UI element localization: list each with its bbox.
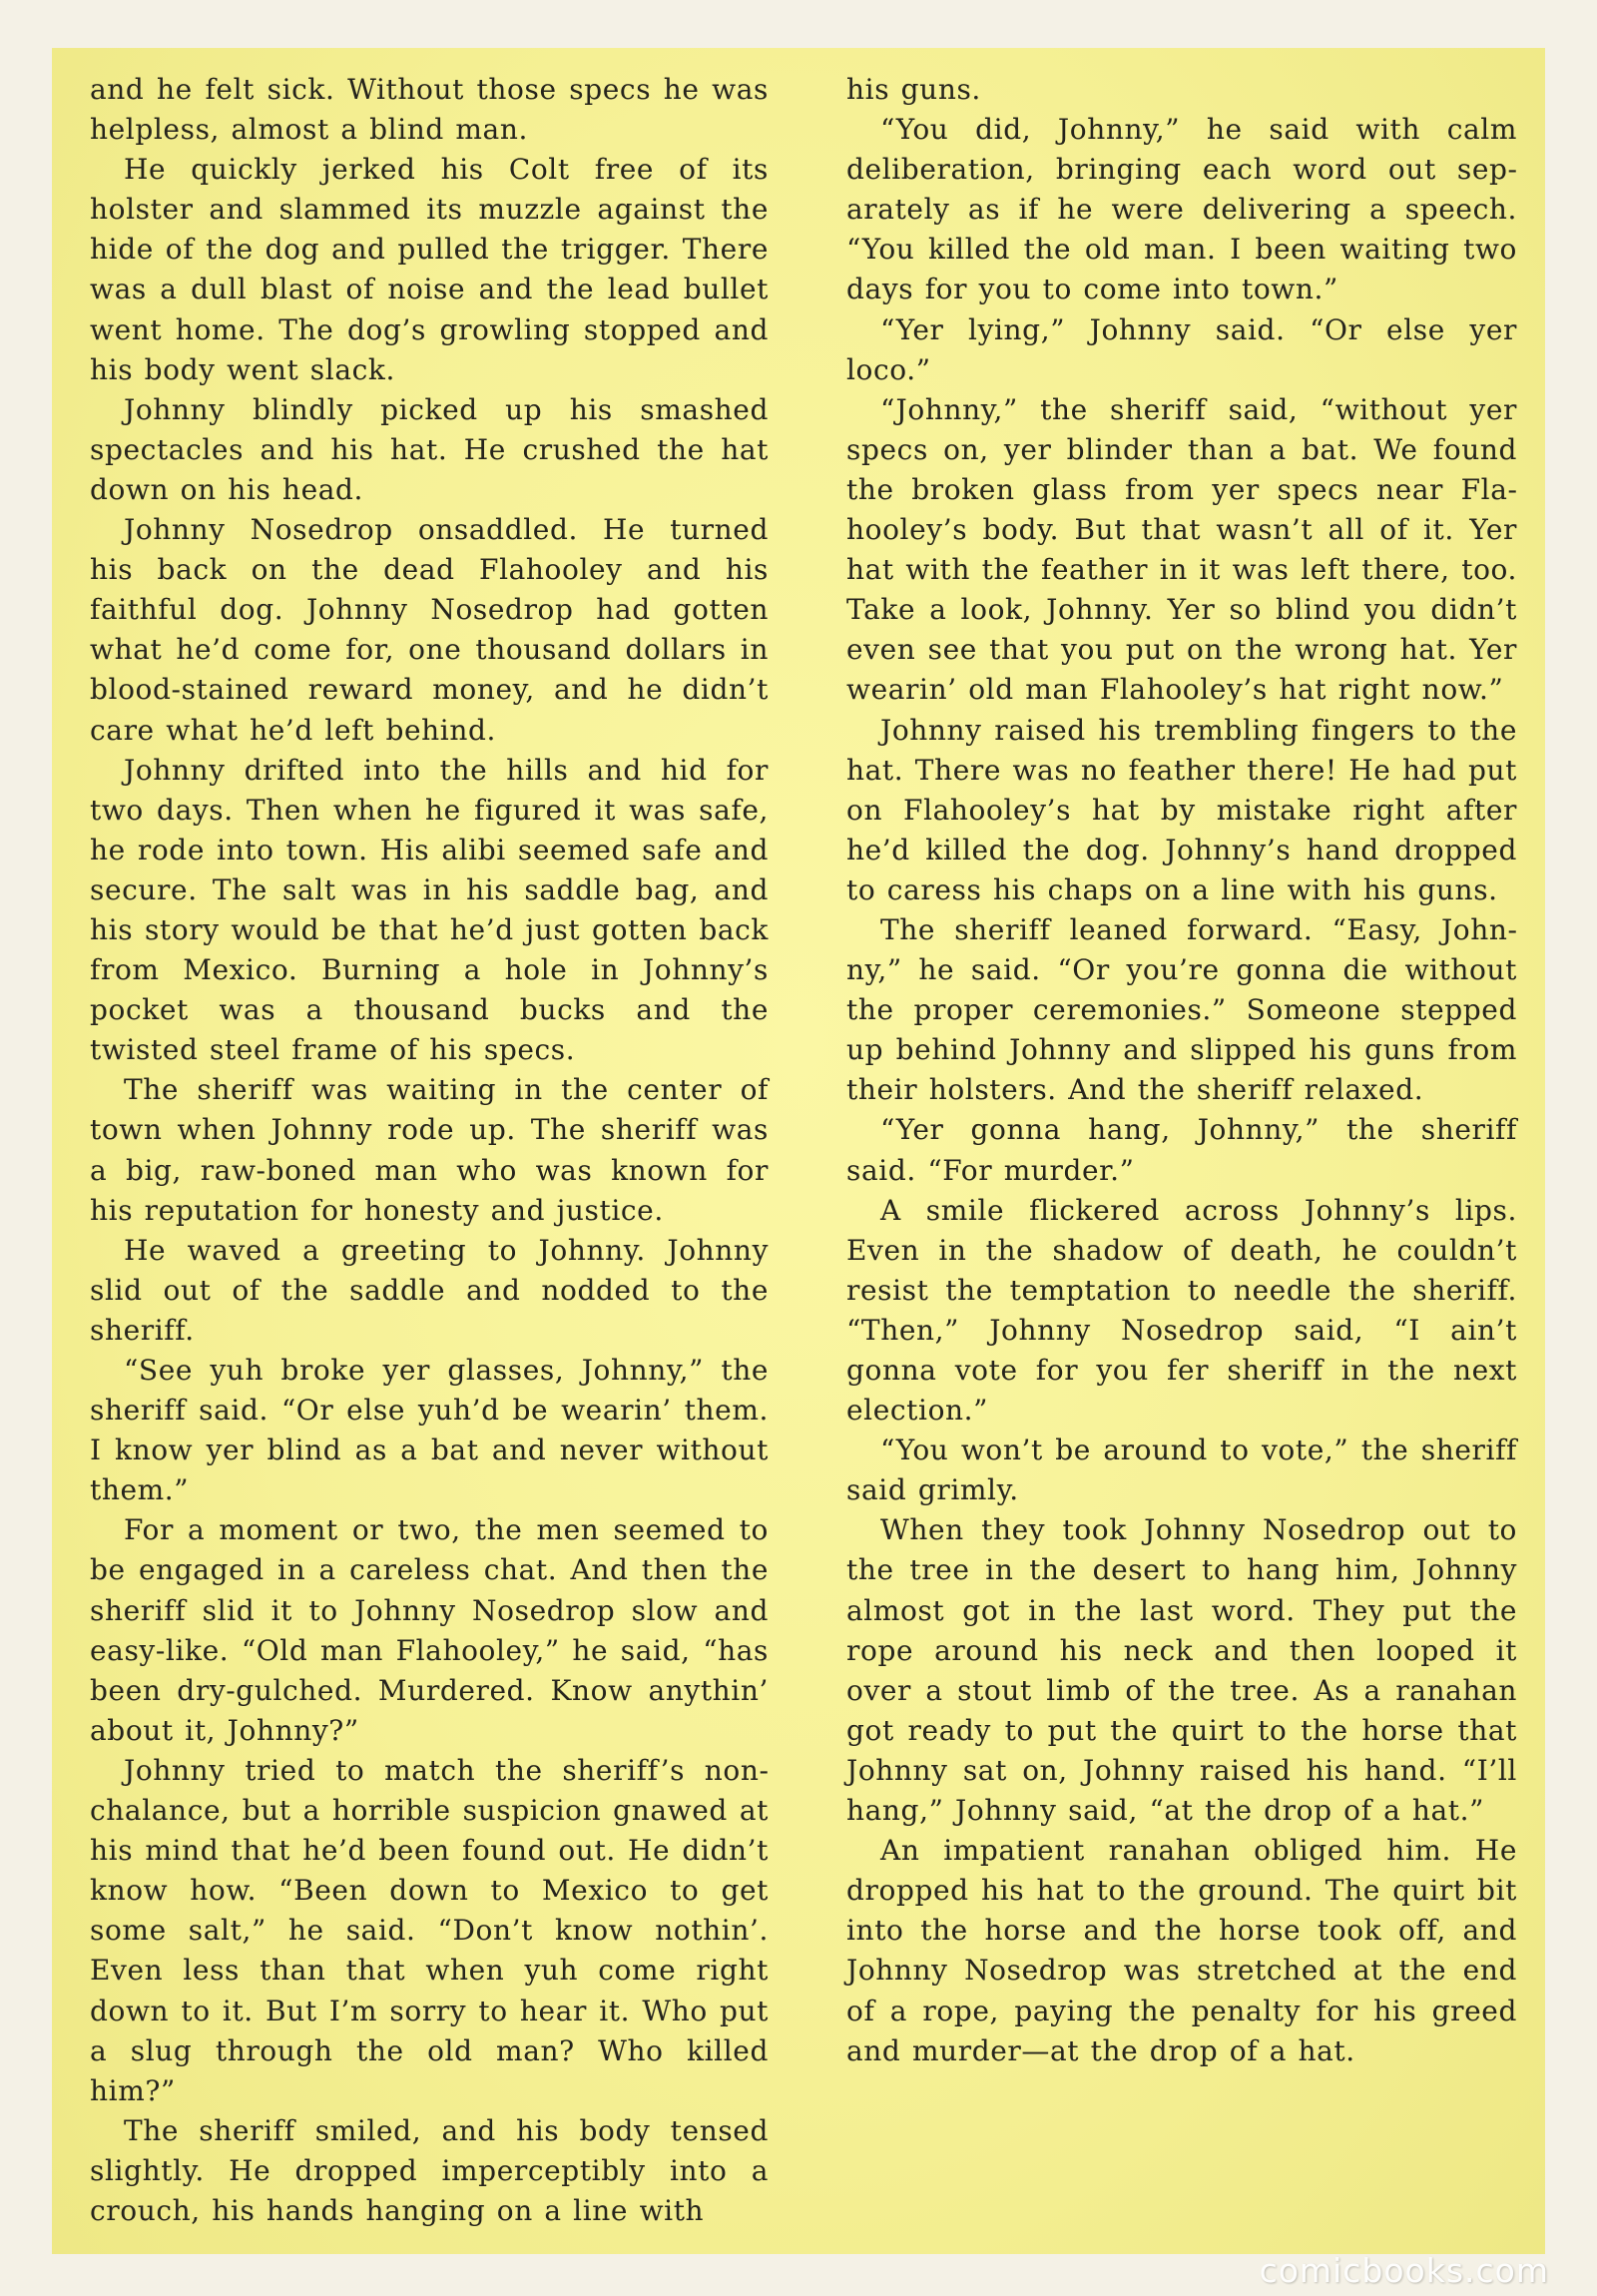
paragraph: The sheriff was waiting in the center of town when Johnny rode up. The sheriff was a big, raw-boned man who was known for his reputation for honesty and justice. (90, 1073, 769, 1227)
paragraph: “Johnny,” the sheriff said, “without yer specs on, yer blinder than a bat. We found the broken glass from yer specs near Flahooley’s body. But that wasn’t all of it. Yer hat with the feather in it was left there, too. Take a look, Johnny. Yer so blind you didn’t even see that you put on the wrong hat. Yer wearin’ old man Flahooley’s hat right now.” (846, 392, 1517, 707)
paragraph: A smile flickered across Johnny’s lips. Even in the shadow of death, he couldn’t resist the temptation to needle the sheriff. “Then,” Johnny Nosedrop said, “I ain’t gonna vote for you fer sheriff in the next election.” (846, 1193, 1517, 1428)
paragraph: “See yuh broke yer glasses, Johnny,” the sheriff said. “Or else yuh’d be wearin’ them. I know yer blind as a bat and never without them.” (90, 1354, 769, 1507)
paragraph: Johnny Nosedrop onsaddled. He turned his back on the dead Flahooley and his faithful dog. Johnny Nosedrop had gotten what he’d come for, one thousand dollars in blood-stained reward money, and he didn’t care what he’d left behind. (90, 513, 769, 747)
paragraph: Johnny tried to match the sheriff’s nonchalance, but a horrible suspicion gnawed at his mind that he’d been found out. He didn’t know how. “Been down to Mexico to get some salt,” he said. “Don’t know nothin’. Even less than that when yuh come right down to it. But I’m sorry to hear it. Who put a slug through the old man? Who killed him?” (90, 1753, 769, 2107)
paragraph: Johnny drifted into the hills and hid for two days. Then when he figured it was safe, he rode into town. His alibi seemed safe and secure. The salt was in his saddle bag, and his story would be that he’d just gotten back from Mexico. Burning a hole in Johnny’s pocket was a thousand bucks and the twisted steel frame of his specs. (90, 753, 769, 1067)
right-column (846, 70, 1517, 2071)
watermark: comicbooks.com (1259, 2251, 1549, 2290)
paragraph: his guns. (846, 73, 981, 106)
paragraph: He quickly jerked his Colt free of its holster and slammed its muzzle against the hide of the dog and pulled the trigger. There was a dull blast of noise and the lead bullet went home. The dog’s growling stopped and his body went slack. (90, 153, 769, 386)
paragraph: The sheriff smiled, and his body tensed slightly. He dropped imperceptibly into a crouch, his hands hanging on a line with (90, 2113, 769, 2227)
paragraph: Johnny raised his trembling fingers to the hat. There was no feather there! He had put on Flahooley’s hat by mistake right after he’d killed the dog. Johnny’s hand dropped to caress his chaps on a line with his guns. (846, 713, 1517, 906)
left-column (90, 70, 769, 2231)
text-panel (52, 48, 1545, 2254)
paragraph: For a moment or two, the men seemed to be engaged in a careless chat. And then the sheriff slid it to Johnny Nosedrop slow and easy-like. “Old man Flahooley,” he said, “has been dry-gulched. Murdered. Know anythin’ about it, Johnny?” (90, 1513, 769, 1747)
paragraph: An impatient ranahan obliged him. He dropped his hat to the ground. The quirt bit into the horse and the horse took off, and Johnny Nosedrop was stretched at the end of a rope, paying the penalty for his greed and murder—at the drop of a hat. (846, 1834, 1517, 2067)
paragraph: “Yer gonna hang, Johnny,” the sheriff said. “For murder.” (846, 1113, 1517, 1187)
paragraph: When they took Johnny Nosedrop out to the tree in the desert to hang him, Johnny almost got in the last word. They put the rope around his neck and then looped it over a stout limb of the tree. As a ranahan got ready to put the quirt to the horse that Johnny sat on, Johnny raised his hand. “I’ll hang,” Johnny said, “at the drop of a hat.” (846, 1513, 1517, 1828)
paragraph: “Yer lying,” Johnny said. “Or else yer loco.” (846, 312, 1517, 386)
paragraph: “You won’t be around to vote,” the sheriff said grimly. (846, 1434, 1517, 1507)
paragraph: Johnny blindly picked up his smashed spectacles and his hat. He crushed the hat down on his head. (90, 392, 769, 506)
paragraph: The sheriff leaned forward. “Easy, Johnny,” he said. “Or you’re gonna die without the proper ceremonies.” Someone stepped up behind Johnny and slipped his guns from their holsters. And the sheriff relaxed. (846, 912, 1517, 1107)
paragraph: “You did, Johnny,” he said with calm deliberation, bringing each word out separately as if he were delivering a speech. “You killed the old man. I been waiting two days for you to come into town.” (846, 113, 1517, 306)
paragraph: and he felt sick. Without those specs he was helpless, almost a blind man. (90, 73, 769, 147)
paragraph: He waved a greeting to Johnny. Johnny slid out of the saddle and nodded to the sheriff. (90, 1233, 769, 1347)
